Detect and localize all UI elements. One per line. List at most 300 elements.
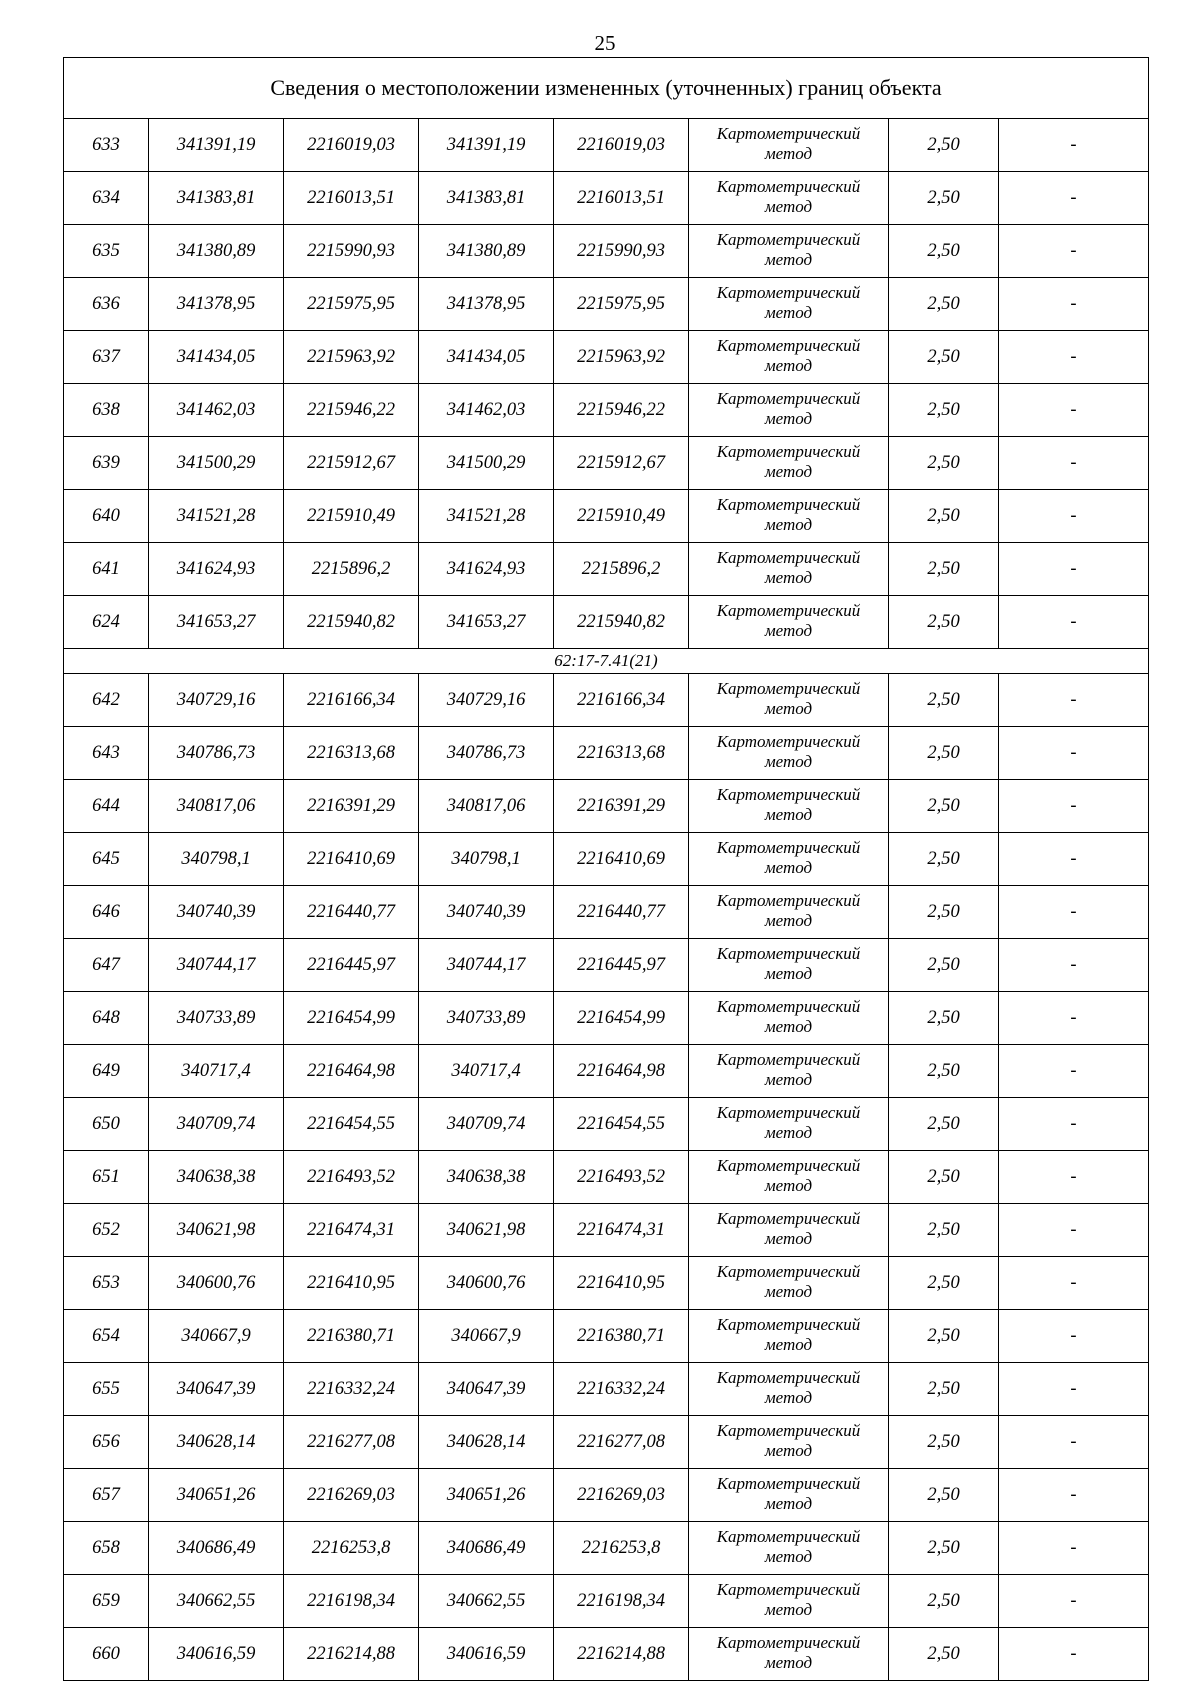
existing-x-cell: 340709,74 (149, 1098, 284, 1151)
section-label-row (64, 649, 1149, 674)
method-line-2: метод (764, 409, 813, 428)
refined-y-cell: 2216013,51 (554, 172, 689, 225)
table-body (64, 58, 1149, 1681)
refined-x-cell: 341653,27 (419, 596, 554, 649)
refined-y-cell: 2215940,82 (554, 596, 689, 649)
table-row (64, 278, 1149, 331)
method-line-1: Картометрический (716, 838, 861, 857)
existing-y-cell: 2216474,31 (284, 1204, 419, 1257)
description-cell: - (999, 1151, 1149, 1204)
description-cell: - (999, 1628, 1149, 1681)
existing-x-cell: 341462,03 (149, 384, 284, 437)
refined-x-cell: 341383,81 (419, 172, 554, 225)
existing-x-cell: 340651,26 (149, 1469, 284, 1522)
refined-y-cell: 2216410,69 (554, 833, 689, 886)
refined-y-cell: 2215912,67 (554, 437, 689, 490)
description-cell: - (999, 1363, 1149, 1416)
refined-x-cell: 340798,1 (419, 833, 554, 886)
refined-x-cell: 340662,55 (419, 1575, 554, 1628)
refined-x-cell: 340638,38 (419, 1151, 554, 1204)
refined-y-cell: 2216454,99 (554, 992, 689, 1045)
table-row (64, 674, 1149, 727)
method-line-2: метод (764, 1600, 813, 1619)
existing-x-cell: 340600,76 (149, 1257, 284, 1310)
existing-x-cell: 341378,95 (149, 278, 284, 331)
existing-x-cell: 340686,49 (149, 1522, 284, 1575)
table-row (64, 939, 1149, 992)
point-number-cell: 643 (64, 727, 149, 780)
description-cell: - (999, 225, 1149, 278)
existing-y-cell: 2215940,82 (284, 596, 419, 649)
method-line-2: метод (764, 805, 813, 824)
method-cell (689, 1257, 889, 1310)
description-cell: - (999, 833, 1149, 886)
existing-x-cell: 340817,06 (149, 780, 284, 833)
method-line-2: метод (764, 1494, 813, 1513)
accuracy-cell: 2,50 (889, 780, 999, 833)
method-line-1: Картометрический (716, 1527, 861, 1546)
description-cell: - (999, 1469, 1149, 1522)
accuracy-cell: 2,50 (889, 939, 999, 992)
method-line-2: метод (764, 515, 813, 534)
refined-x-cell: 340621,98 (419, 1204, 554, 1257)
table-row (64, 225, 1149, 278)
existing-y-cell: 2216332,24 (284, 1363, 419, 1416)
description-cell: - (999, 886, 1149, 939)
method-line-1: Картометрический (716, 548, 861, 567)
table-row (64, 1151, 1149, 1204)
description-cell: - (999, 1098, 1149, 1151)
method-line-2: метод (764, 462, 813, 481)
existing-x-cell: 340628,14 (149, 1416, 284, 1469)
point-number-cell: 634 (64, 172, 149, 225)
method-line-2: метод (764, 1547, 813, 1566)
existing-y-cell: 2216198,34 (284, 1575, 419, 1628)
table-row (64, 833, 1149, 886)
refined-y-cell: 2216474,31 (554, 1204, 689, 1257)
table-row (64, 780, 1149, 833)
method-cell (689, 939, 889, 992)
refined-x-cell: 340717,4 (419, 1045, 554, 1098)
refined-x-cell: 341380,89 (419, 225, 554, 278)
point-number-cell: 635 (64, 225, 149, 278)
method-cell (689, 1310, 889, 1363)
table-row (64, 1310, 1149, 1363)
refined-x-cell: 340729,16 (419, 674, 554, 727)
refined-x-cell: 340740,39 (419, 886, 554, 939)
method-cell (689, 172, 889, 225)
existing-x-cell: 341391,19 (149, 119, 284, 172)
method-line-1: Картометрический (716, 601, 861, 620)
method-line-1: Картометрический (716, 389, 861, 408)
accuracy-cell: 2,50 (889, 1575, 999, 1628)
refined-y-cell: 2216269,03 (554, 1469, 689, 1522)
description-cell: - (999, 1045, 1149, 1098)
description-cell: - (999, 1416, 1149, 1469)
refined-y-cell: 2216380,71 (554, 1310, 689, 1363)
table-row (64, 331, 1149, 384)
method-line-2: метод (764, 1123, 813, 1142)
method-line-1: Картометрический (716, 679, 861, 698)
existing-y-cell: 2216464,98 (284, 1045, 419, 1098)
point-number-cell: 645 (64, 833, 149, 886)
method-line-1: Картометрический (716, 177, 861, 196)
accuracy-cell: 2,50 (889, 278, 999, 331)
existing-y-cell: 2216493,52 (284, 1151, 419, 1204)
description-cell: - (999, 331, 1149, 384)
point-number-cell: 641 (64, 543, 149, 596)
refined-x-cell: 341462,03 (419, 384, 554, 437)
existing-y-cell: 2216166,34 (284, 674, 419, 727)
point-number-cell: 638 (64, 384, 149, 437)
existing-x-cell: 340717,4 (149, 1045, 284, 1098)
method-line-1: Картометрический (716, 732, 861, 751)
method-line-2: метод (764, 911, 813, 930)
refined-y-cell: 2216410,95 (554, 1257, 689, 1310)
existing-y-cell: 2216454,99 (284, 992, 419, 1045)
table-row (64, 1416, 1149, 1469)
existing-y-cell: 2216019,03 (284, 119, 419, 172)
point-number-cell: 636 (64, 278, 149, 331)
method-cell (689, 1363, 889, 1416)
method-line-1: Картометрический (716, 1368, 861, 1387)
refined-y-cell: 2215963,92 (554, 331, 689, 384)
accuracy-cell: 2,50 (889, 490, 999, 543)
existing-x-cell: 340786,73 (149, 727, 284, 780)
point-number-cell: 648 (64, 992, 149, 1045)
method-line-1: Картометрический (716, 785, 861, 804)
description-cell: - (999, 490, 1149, 543)
point-number-cell: 653 (64, 1257, 149, 1310)
refined-x-cell: 340616,59 (419, 1628, 554, 1681)
method-cell (689, 833, 889, 886)
existing-y-cell: 2215963,92 (284, 331, 419, 384)
description-cell: - (999, 1204, 1149, 1257)
existing-y-cell: 2216013,51 (284, 172, 419, 225)
table-row (64, 992, 1149, 1045)
refined-x-cell: 341521,28 (419, 490, 554, 543)
accuracy-cell: 2,50 (889, 1151, 999, 1204)
refined-x-cell: 340744,17 (419, 939, 554, 992)
table-row (64, 172, 1149, 225)
table-title-row (64, 58, 1149, 119)
method-line-1: Картометрический (716, 230, 861, 249)
method-line-2: метод (764, 568, 813, 587)
accuracy-cell: 2,50 (889, 437, 999, 490)
point-number-cell: 649 (64, 1045, 149, 1098)
refined-y-cell: 2215910,49 (554, 490, 689, 543)
accuracy-cell: 2,50 (889, 384, 999, 437)
existing-x-cell: 341521,28 (149, 490, 284, 543)
existing-x-cell: 340798,1 (149, 833, 284, 886)
refined-y-cell: 2215896,2 (554, 543, 689, 596)
method-line-1: Картометрический (716, 442, 861, 461)
refined-x-cell: 341500,29 (419, 437, 554, 490)
accuracy-cell: 2,50 (889, 596, 999, 649)
existing-x-cell: 341653,27 (149, 596, 284, 649)
accuracy-cell: 2,50 (889, 1522, 999, 1575)
point-number-cell: 655 (64, 1363, 149, 1416)
accuracy-cell: 2,50 (889, 727, 999, 780)
table-row (64, 886, 1149, 939)
existing-y-cell: 2216269,03 (284, 1469, 419, 1522)
refined-y-cell: 2216493,52 (554, 1151, 689, 1204)
existing-x-cell: 340667,9 (149, 1310, 284, 1363)
existing-x-cell: 340729,16 (149, 674, 284, 727)
refined-y-cell: 2216019,03 (554, 119, 689, 172)
accuracy-cell: 2,50 (889, 1416, 999, 1469)
existing-x-cell: 340616,59 (149, 1628, 284, 1681)
refined-x-cell: 340651,26 (419, 1469, 554, 1522)
method-line-2: метод (764, 144, 813, 163)
accuracy-cell: 2,50 (889, 992, 999, 1045)
table-row (64, 1628, 1149, 1681)
refined-y-cell: 2216464,98 (554, 1045, 689, 1098)
description-cell: - (999, 992, 1149, 1045)
refined-y-cell: 2216454,55 (554, 1098, 689, 1151)
refined-y-cell: 2216198,34 (554, 1575, 689, 1628)
method-line-2: метод (764, 1653, 813, 1672)
method-line-1: Картометрический (716, 1474, 861, 1493)
existing-y-cell: 2216253,8 (284, 1522, 419, 1575)
accuracy-cell: 2,50 (889, 1045, 999, 1098)
method-cell (689, 1098, 889, 1151)
table-row (64, 1045, 1149, 1098)
point-number-cell: 624 (64, 596, 149, 649)
point-number-cell: 637 (64, 331, 149, 384)
existing-y-cell: 2215896,2 (284, 543, 419, 596)
existing-y-cell: 2215946,22 (284, 384, 419, 437)
method-line-2: метод (764, 356, 813, 375)
method-cell (689, 1469, 889, 1522)
refined-x-cell: 340733,89 (419, 992, 554, 1045)
existing-y-cell: 2216440,77 (284, 886, 419, 939)
existing-y-cell: 2216313,68 (284, 727, 419, 780)
existing-x-cell: 340733,89 (149, 992, 284, 1045)
table-title: Сведения о местоположении измененных (уточненных) границ объекта (64, 58, 1149, 119)
method-line-2: метод (764, 303, 813, 322)
section-label: 62:17-7.41(21) (64, 649, 1149, 674)
table-row (64, 384, 1149, 437)
method-line-2: метод (764, 621, 813, 640)
accuracy-cell: 2,50 (889, 1310, 999, 1363)
refined-y-cell: 2215946,22 (554, 384, 689, 437)
method-cell (689, 1204, 889, 1257)
method-cell (689, 992, 889, 1045)
page-number: 25 (594, 31, 616, 55)
table-row (64, 1204, 1149, 1257)
method-line-2: метод (764, 1176, 813, 1195)
method-line-2: метод (764, 752, 813, 771)
method-line-1: Картометрический (716, 891, 861, 910)
accuracy-cell: 2,50 (889, 1628, 999, 1681)
table-row (64, 1469, 1149, 1522)
method-line-2: метод (764, 1229, 813, 1248)
method-line-1: Картометрический (716, 1580, 861, 1599)
method-cell (689, 886, 889, 939)
point-number-cell: 651 (64, 1151, 149, 1204)
refined-x-cell: 340647,39 (419, 1363, 554, 1416)
point-number-cell: 650 (64, 1098, 149, 1151)
table-row (64, 596, 1149, 649)
method-cell (689, 1416, 889, 1469)
table-row (64, 1363, 1149, 1416)
description-cell: - (999, 674, 1149, 727)
table-row (64, 1522, 1149, 1575)
method-cell (689, 490, 889, 543)
description-cell: - (999, 1310, 1149, 1363)
existing-x-cell: 341383,81 (149, 172, 284, 225)
method-line-1: Картометрический (716, 997, 861, 1016)
point-number-cell: 642 (64, 674, 149, 727)
method-line-2: метод (764, 1388, 813, 1407)
refined-x-cell: 340600,76 (419, 1257, 554, 1310)
refined-y-cell: 2215975,95 (554, 278, 689, 331)
refined-x-cell: 340686,49 (419, 1522, 554, 1575)
table-row (64, 1575, 1149, 1628)
method-line-1: Картометрический (716, 1050, 861, 1069)
method-line-1: Картометрический (716, 1315, 861, 1334)
refined-x-cell: 341391,19 (419, 119, 554, 172)
point-number-cell: 646 (64, 886, 149, 939)
method-line-2: метод (764, 1070, 813, 1089)
method-line-1: Картометрический (716, 124, 861, 143)
accuracy-cell: 2,50 (889, 119, 999, 172)
boundary-coordinates-table (63, 57, 1149, 1681)
existing-y-cell: 2215975,95 (284, 278, 419, 331)
existing-y-cell: 2216410,69 (284, 833, 419, 886)
method-cell (689, 727, 889, 780)
method-cell (689, 437, 889, 490)
refined-y-cell: 2216440,77 (554, 886, 689, 939)
description-cell: - (999, 780, 1149, 833)
refined-y-cell: 2216253,8 (554, 1522, 689, 1575)
existing-x-cell: 340638,38 (149, 1151, 284, 1204)
method-line-2: метод (764, 964, 813, 983)
accuracy-cell: 2,50 (889, 1098, 999, 1151)
existing-y-cell: 2216277,08 (284, 1416, 419, 1469)
description-cell: - (999, 119, 1149, 172)
existing-x-cell: 340621,98 (149, 1204, 284, 1257)
description-cell: - (999, 727, 1149, 780)
existing-y-cell: 2215990,93 (284, 225, 419, 278)
refined-y-cell: 2216332,24 (554, 1363, 689, 1416)
existing-x-cell: 340647,39 (149, 1363, 284, 1416)
method-line-1: Картометрический (716, 1262, 861, 1281)
point-number-cell: 658 (64, 1522, 149, 1575)
description-cell: - (999, 939, 1149, 992)
existing-y-cell: 2215912,67 (284, 437, 419, 490)
method-line-2: метод (764, 1441, 813, 1460)
point-number-cell: 640 (64, 490, 149, 543)
description-cell: - (999, 1257, 1149, 1310)
existing-x-cell: 340662,55 (149, 1575, 284, 1628)
existing-x-cell: 340744,17 (149, 939, 284, 992)
existing-y-cell: 2216380,71 (284, 1310, 419, 1363)
accuracy-cell: 2,50 (889, 543, 999, 596)
method-line-2: метод (764, 699, 813, 718)
refined-x-cell: 341624,93 (419, 543, 554, 596)
point-number-cell: 654 (64, 1310, 149, 1363)
method-line-1: Картометрический (716, 944, 861, 963)
existing-x-cell: 341380,89 (149, 225, 284, 278)
accuracy-cell: 2,50 (889, 674, 999, 727)
method-cell (689, 1151, 889, 1204)
existing-y-cell: 2216454,55 (284, 1098, 419, 1151)
method-line-1: Картометрический (716, 1633, 861, 1652)
refined-y-cell: 2216313,68 (554, 727, 689, 780)
point-number-cell: 639 (64, 437, 149, 490)
method-cell (689, 780, 889, 833)
description-cell: - (999, 1522, 1149, 1575)
existing-y-cell: 2216445,97 (284, 939, 419, 992)
table-row (64, 119, 1149, 172)
method-line-1: Картометрический (716, 1421, 861, 1440)
table-row (64, 1257, 1149, 1310)
method-cell (689, 1522, 889, 1575)
point-number-cell: 656 (64, 1416, 149, 1469)
accuracy-cell: 2,50 (889, 172, 999, 225)
accuracy-cell: 2,50 (889, 1363, 999, 1416)
method-line-2: метод (764, 1335, 813, 1354)
description-cell: - (999, 172, 1149, 225)
method-line-1: Картометрический (716, 283, 861, 302)
accuracy-cell: 2,50 (889, 886, 999, 939)
refined-y-cell: 2216391,29 (554, 780, 689, 833)
refined-x-cell: 340709,74 (419, 1098, 554, 1151)
existing-x-cell: 341624,93 (149, 543, 284, 596)
method-cell (689, 543, 889, 596)
method-line-1: Картометрический (716, 495, 861, 514)
existing-y-cell: 2216391,29 (284, 780, 419, 833)
description-cell: - (999, 278, 1149, 331)
method-line-2: метод (764, 858, 813, 877)
existing-x-cell: 341434,05 (149, 331, 284, 384)
method-cell (689, 1628, 889, 1681)
refined-x-cell: 341378,95 (419, 278, 554, 331)
refined-y-cell: 2216445,97 (554, 939, 689, 992)
description-cell: - (999, 384, 1149, 437)
description-cell: - (999, 1575, 1149, 1628)
point-number-cell: 644 (64, 780, 149, 833)
existing-x-cell: 341500,29 (149, 437, 284, 490)
refined-x-cell: 340667,9 (419, 1310, 554, 1363)
method-line-2: метод (764, 250, 813, 269)
accuracy-cell: 2,50 (889, 1204, 999, 1257)
table-row (64, 437, 1149, 490)
method-line-1: Картометрический (716, 1209, 861, 1228)
refined-y-cell: 2215990,93 (554, 225, 689, 278)
table-row (64, 1098, 1149, 1151)
refined-x-cell: 340628,14 (419, 1416, 554, 1469)
point-number-cell: 660 (64, 1628, 149, 1681)
table-row (64, 543, 1149, 596)
refined-y-cell: 2216166,34 (554, 674, 689, 727)
method-cell (689, 596, 889, 649)
method-cell (689, 225, 889, 278)
point-number-cell: 659 (64, 1575, 149, 1628)
existing-y-cell: 2215910,49 (284, 490, 419, 543)
description-cell: - (999, 437, 1149, 490)
description-cell: - (999, 596, 1149, 649)
refined-y-cell: 2216277,08 (554, 1416, 689, 1469)
method-line-2: метод (764, 1017, 813, 1036)
existing-y-cell: 2216214,88 (284, 1628, 419, 1681)
refined-x-cell: 340817,06 (419, 780, 554, 833)
method-line-2: метод (764, 197, 813, 216)
point-number-cell: 647 (64, 939, 149, 992)
method-cell (689, 119, 889, 172)
